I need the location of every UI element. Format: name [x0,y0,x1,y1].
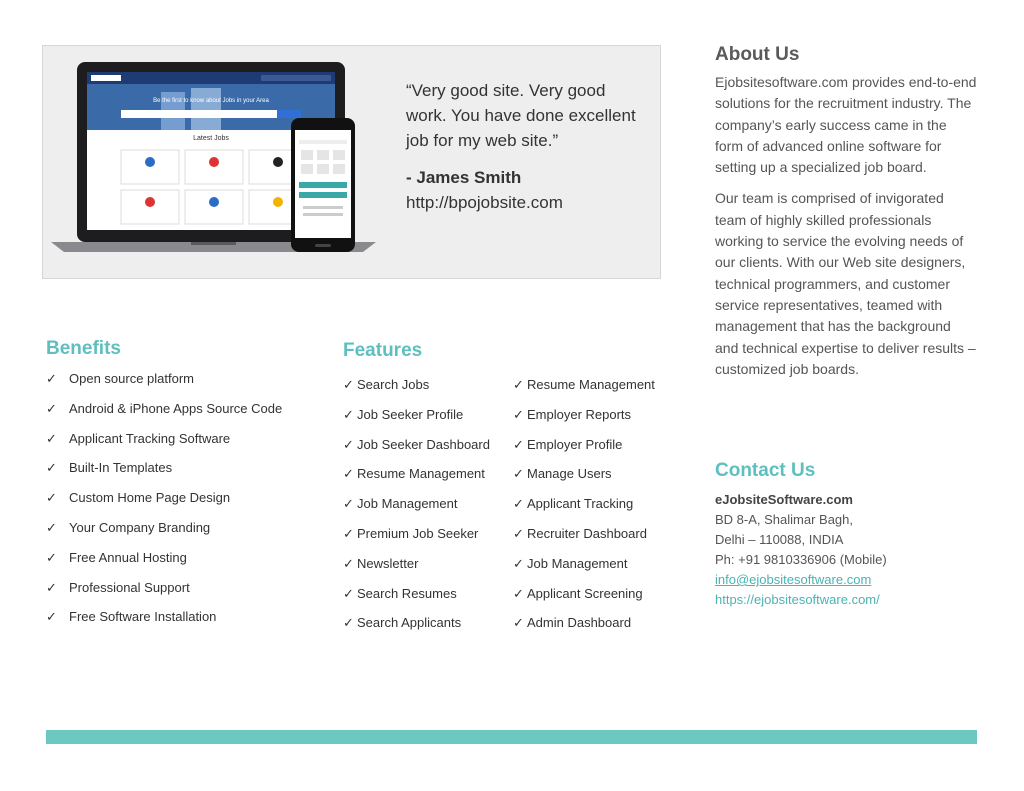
check-icon: ✓ [343,466,354,482]
contact-address-line-2: Delhi – 110088, INDIA [715,532,844,547]
list-item: ✓ Search Applicants [343,608,513,638]
check-icon: ✓ [343,377,354,392]
testimonial-quote-block [406,78,646,215]
list-item: ✓ Admin Dashboard [513,608,683,638]
check-icon: ✓ [343,436,354,452]
testimonial-author: - James Smith [406,168,522,187]
list-item: ✓ Applicant Screening [513,579,683,609]
contact-address-line-1: BD 8-A, Shalimar Bagh, [715,512,854,527]
list-item: ✓ Job Seeker Profile [343,400,513,430]
features-column-1 [343,370,513,638]
list-item: ✓ Premium Job Seeker [343,519,513,549]
list-item: ✓ Job Seeker Dashboard [343,430,513,460]
features-section [343,340,683,638]
benefits-section [46,338,316,632]
check-icon: ✓ [343,406,354,422]
list-item: ✓ Custom Home Page Design [46,483,316,513]
list-item: ✓ Open source platform [46,364,316,394]
check-icon: ✓ [343,585,354,601]
benefits-title: Benefits [46,338,121,359]
check-icon: ✓ [46,460,57,476]
check-icon: ✓ [343,496,354,512]
contact-section [715,460,977,610]
list-item: ✓ Search Jobs [343,370,513,400]
check-icon: ✓ [513,525,524,541]
contact-title: Contact Us [715,460,816,481]
list-item: ✓ Free Annual Hosting [46,543,316,573]
check-icon: ✓ [46,371,57,386]
contact-website-link[interactable]: https://ejobsitesoftware.com/ [715,592,880,607]
check-icon: ✓ [46,609,57,625]
check-icon: ✓ [46,490,57,506]
check-icon: ✓ [46,549,57,565]
list-item: ✓ Free Software Installation [46,602,316,632]
check-icon: ✓ [513,466,524,482]
list-item: ✓ Job Management [513,549,683,579]
check-icon: ✓ [513,496,524,512]
list-item: ✓ Job Management [343,489,513,519]
list-item: ✓ Resume Management [513,370,683,400]
check-icon: ✓ [46,579,57,595]
check-icon: ✓ [343,615,354,631]
phone-mockup-image [291,118,355,252]
list-item: ✓ Newsletter [343,549,513,579]
contact-email-link[interactable]: info@ejobsitesoftware.com [715,572,872,587]
about-paragraph-2: Our team is comprised of invigorated team of highly skilled professionals working to service the evolving needs of our clients. With our Web site designers, technical programmers, and customer service representatives, teamed with management that has the background and technical expertise to deliver results – customized job boards. [715,190,976,377]
list-item: ✓ Applicant Tracking [513,489,683,519]
check-icon: ✓ [513,406,524,422]
check-icon: ✓ [513,585,524,601]
check-icon: ✓ [46,430,57,446]
features-column-2 [513,370,683,638]
check-icon: ✓ [46,519,57,535]
list-item: ✓ Recruiter Dashboard [513,519,683,549]
list-item: ✓ Your Company Branding [46,513,316,543]
list-item: ✓ Manage Users [513,459,683,489]
footer-accent-bar [46,730,977,744]
about-paragraph-1: Ejobsitesoftware.com provides end-to-end solutions for the recruitment industry. The company’s early success came in the form of advanced online software for setting up a specialized job board. [715,74,977,176]
list-item: ✓ Resume Management [343,459,513,489]
check-icon: ✓ [513,555,524,571]
check-icon: ✓ [343,525,354,541]
testimonial-quote: “Very good site. Very good work. You have done excellent job for my web site.” [406,81,636,150]
features-title: Features [343,340,423,361]
contact-phone: Ph: +91 9810336906 (Mobile) [715,552,887,567]
check-icon: ✓ [513,615,524,631]
list-item: ✓ Search Resumes [343,579,513,609]
list-item: ✓ Employer Reports [513,400,683,430]
about-title: About Us [715,44,800,65]
list-item: ✓ Professional Support [46,573,316,603]
testimonial-website: http://bpojobsite.com [406,193,563,212]
check-icon: ✓ [513,377,524,392]
contact-company: eJobsiteSoftware.com [715,492,853,507]
list-item: ✓ Built-In Templates [46,453,316,483]
mockup-hero-text: Be the first to know about Jobs in your Area [153,98,269,104]
check-icon: ✓ [343,555,354,571]
list-item: ✓ Employer Profile [513,430,683,460]
list-item: ✓ Applicant Tracking Software [46,424,316,454]
mockup-latest-jobs: Latest Jobs [193,135,229,142]
benefits-list [46,364,316,632]
check-icon: ✓ [513,436,524,452]
check-icon: ✓ [46,400,57,416]
list-item: ✓ Android & iPhone Apps Source Code [46,394,316,424]
about-section [715,44,977,390]
testimonial-panel [42,45,661,279]
